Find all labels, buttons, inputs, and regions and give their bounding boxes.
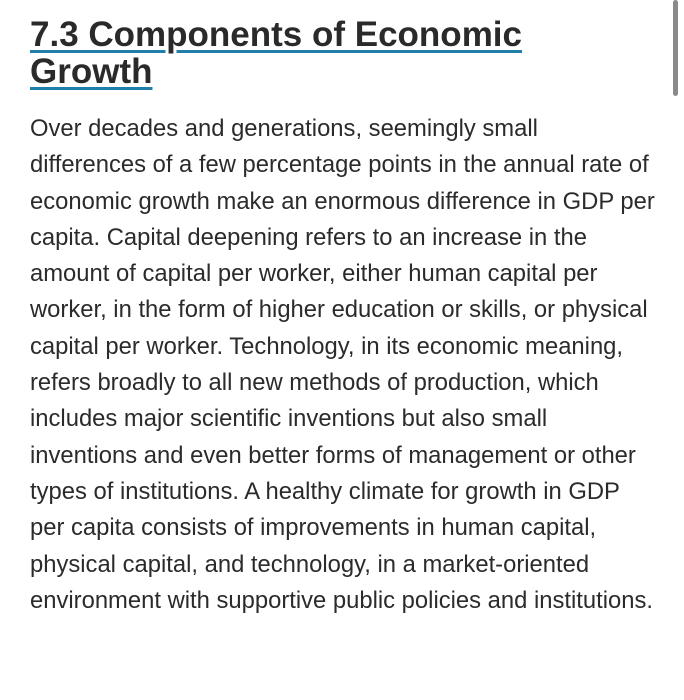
vertical-scrollbar[interactable] [673,0,678,96]
section-summary-paragraph: Over decades and generations, seemingly small differences of a few percentage points in the annual rate of economic growth make an enormous difference in GDP per capita. Capital deepening refers to an increase in the amount of capital per worker, either human capital per worker, in the form of higher education or skills, or physical capital per worker. Technology, in its economic meaning, refers broadly to all new methods of production, which includes major scientific inventions but also small inventions and even better forms of management or other types of institutions. A healthy climate for growth in GDP per capita consists of improvements in human capital, physical capital, and technology, in a market-oriented environment with supportive public policies and institutions. [30,115,655,614]
section-heading [30,16,630,90]
section-title-link[interactable]: 7.3 Components of Economic Growth [30,15,522,91]
